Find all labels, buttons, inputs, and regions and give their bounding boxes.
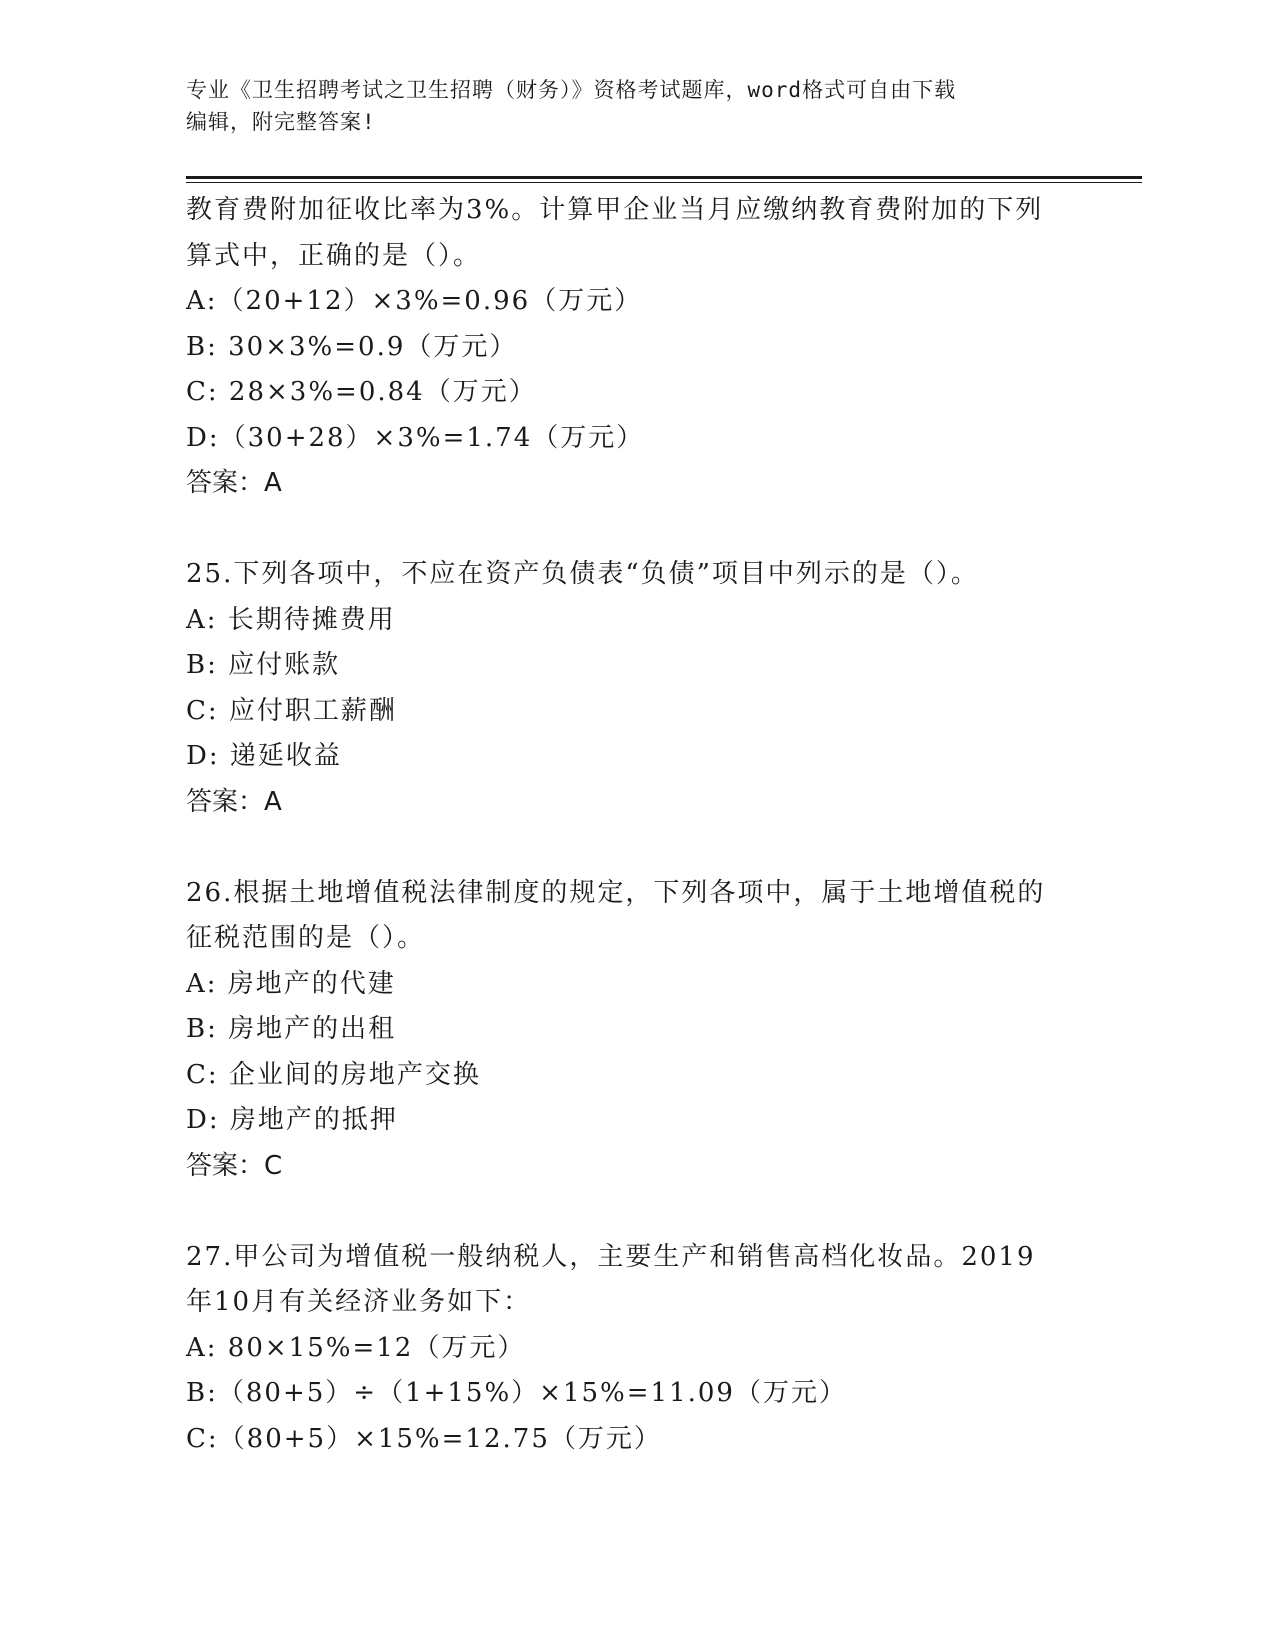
option-b: B: 30×3%=0.9（万元） bbox=[186, 331, 518, 362]
option-a: A: 80×15%=12（万元） bbox=[186, 1332, 526, 1363]
question-27 bbox=[186, 1235, 1086, 1463]
document-header bbox=[186, 74, 1086, 138]
spacer bbox=[186, 507, 1086, 553]
option-b: B:（80+5）÷（1+15%）×15%=11.09（万元） bbox=[186, 1378, 847, 1408]
question-list bbox=[186, 188, 1086, 1462]
header-divider-thick bbox=[186, 176, 1142, 179]
spacer bbox=[186, 1189, 1086, 1235]
answer: 答案：C bbox=[186, 1150, 283, 1181]
header-divider-thin bbox=[186, 182, 1142, 183]
option-b: B: 房地产的出租 bbox=[186, 1014, 397, 1044]
option-d: D:（30+28）×3%=1.74（万元） bbox=[186, 422, 645, 453]
option-c: C: 应付职工薪酬 bbox=[186, 695, 397, 726]
answer: 答案：A bbox=[186, 786, 282, 817]
question-stem: 征税范围的是（）。 bbox=[186, 923, 426, 953]
question-25 bbox=[186, 552, 1086, 825]
option-c: C: 28×3%=0.84（万元） bbox=[186, 377, 537, 407]
question-26 bbox=[186, 871, 1086, 1190]
question-stem: 27.甲公司为增值税一般纳税人，主要生产和销售高档化妆品。2019 bbox=[186, 1241, 1036, 1272]
question-stem: 算式中，正确的是（）。 bbox=[186, 240, 482, 271]
question-stem: 26.根据土地增值税法律制度的规定，下列各项中，属于土地增值税的 bbox=[186, 877, 1046, 908]
question-stem: 25.下列各项中，不应在资产负债表“负债”项目中列示的是（）。 bbox=[186, 559, 979, 589]
header-line-2: 编辑，附完整答案! bbox=[186, 110, 376, 134]
question-24 bbox=[186, 188, 1086, 507]
option-b: B: 应付账款 bbox=[186, 650, 341, 680]
option-a: A:（20+12）×3%=0.96（万元） bbox=[186, 286, 643, 316]
spacer bbox=[186, 825, 1086, 871]
option-c: C:（80+5）×15%=12.75（万元） bbox=[186, 1423, 662, 1454]
answer: 答案：A bbox=[186, 468, 282, 498]
option-a: A: 长期待摊费用 bbox=[186, 604, 396, 635]
question-stem: 教育费附加征收比率为3%。计算甲企业当月应缴纳教育费附加的下列 bbox=[186, 195, 1044, 225]
option-c: C: 企业间的房地产交换 bbox=[186, 1059, 481, 1090]
option-a: A: 房地产的代建 bbox=[186, 968, 396, 999]
option-d: D: 房地产的抵押 bbox=[186, 1105, 398, 1135]
question-stem: 年10月有关经济业务如下： bbox=[186, 1287, 532, 1317]
header-line-1: 专业《卫生招聘考试之卫生招聘（财务）》资格考试题库，word格式可自由下载 bbox=[186, 78, 957, 102]
option-d: D: 递延收益 bbox=[186, 741, 342, 771]
